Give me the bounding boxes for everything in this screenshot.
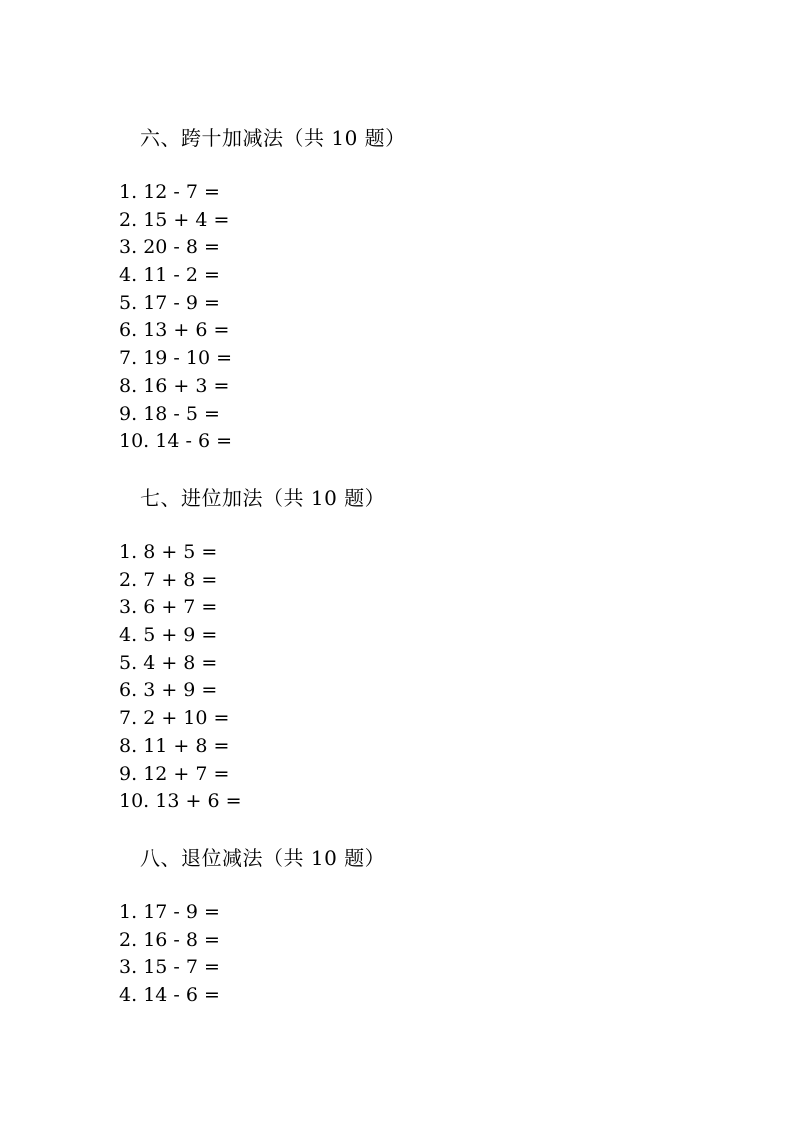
problem-number: 10. <box>119 790 150 813</box>
problem-number: 9. <box>119 402 138 425</box>
problem-item <box>119 761 242 789</box>
problem-item <box>119 594 242 622</box>
problem-item <box>119 899 220 927</box>
problem-expression: 17 - 9 = <box>143 291 220 314</box>
problem-number: 6. <box>119 319 138 342</box>
problem-number: 3. <box>119 596 138 619</box>
problem-expression: 14 - 6 = <box>155 430 232 453</box>
problem-expression: 4 + 8 = <box>143 651 218 674</box>
section-title: 八、退位减法（共 10 题） <box>140 846 386 870</box>
problem-number: 4. <box>119 264 138 287</box>
problem-number: 1. <box>119 901 138 923</box>
problem-item <box>119 207 232 235</box>
problem-list <box>119 539 242 816</box>
problem-expression: 13 + 6 = <box>143 319 230 342</box>
problem-expression: 20 - 8 = <box>143 236 220 259</box>
problem-item <box>119 179 232 207</box>
problem-item <box>119 733 242 761</box>
problem-item <box>119 622 242 650</box>
problem-expression: 3 + 9 = <box>143 679 218 702</box>
problem-item <box>119 788 242 816</box>
problem-item <box>119 234 232 262</box>
problem-number: 2. <box>119 568 138 591</box>
problem-item <box>119 317 232 345</box>
problem-expression: 5 + 9 = <box>143 624 218 647</box>
problem-item <box>119 373 232 401</box>
problem-expression: 7 + 8 = <box>143 568 218 591</box>
section-title: 六、跨十加减法（共 10 题） <box>140 126 406 150</box>
problem-expression: 16 - 8 = <box>143 928 220 951</box>
problem-number: 7. <box>119 707 138 730</box>
problem-expression: 15 - 7 = <box>143 956 220 979</box>
problem-expression: 18 - 5 = <box>143 402 220 425</box>
problem-expression: 19 - 10 = <box>143 347 232 370</box>
problem-item <box>119 927 220 955</box>
problem-number: 7. <box>119 347 138 370</box>
problem-number: 1. <box>119 181 138 203</box>
problem-number: 6. <box>119 679 138 702</box>
problem-item <box>119 982 220 1010</box>
problem-item <box>119 428 232 456</box>
problem-number: 4. <box>119 624 138 647</box>
problem-item <box>119 954 220 982</box>
problem-expression: 12 + 7 = <box>143 762 230 785</box>
problem-list <box>119 899 220 1010</box>
problem-expression: 16 + 3 = <box>143 374 230 397</box>
problem-expression: 17 - 9 = <box>143 901 220 923</box>
problem-expression: 6 + 7 = <box>143 596 218 619</box>
problem-list <box>119 179 232 456</box>
section-title: 七、进位加法（共 10 题） <box>140 486 386 510</box>
problem-number: 1. <box>119 541 138 563</box>
problem-expression: 12 - 7 = <box>143 181 220 203</box>
problem-number: 5. <box>119 651 138 674</box>
problem-expression: 11 - 2 = <box>143 264 220 287</box>
problem-expression: 14 - 6 = <box>143 984 220 1007</box>
problem-number: 3. <box>119 236 138 259</box>
problem-number: 3. <box>119 956 138 979</box>
problem-expression: 8 + 5 = <box>143 541 218 563</box>
problem-expression: 2 + 10 = <box>143 707 230 730</box>
problem-item <box>119 262 232 290</box>
problem-number: 8. <box>119 734 138 757</box>
problem-item <box>119 401 232 429</box>
problem-item <box>119 567 242 595</box>
problem-item <box>119 290 232 318</box>
problem-number: 5. <box>119 291 138 314</box>
problem-item <box>119 705 242 733</box>
problem-item <box>119 677 242 705</box>
problem-item <box>119 345 232 373</box>
problem-number: 9. <box>119 762 138 785</box>
problem-number: 10. <box>119 430 150 453</box>
problem-number: 4. <box>119 984 138 1007</box>
problem-number: 8. <box>119 374 138 397</box>
problem-number: 2. <box>119 928 138 951</box>
problem-expression: 13 + 6 = <box>155 790 242 813</box>
problem-item <box>119 539 242 567</box>
problem-number: 2. <box>119 208 138 231</box>
problem-item <box>119 650 242 678</box>
problem-expression: 15 + 4 = <box>143 208 230 231</box>
problem-expression: 11 + 8 = <box>143 734 230 757</box>
